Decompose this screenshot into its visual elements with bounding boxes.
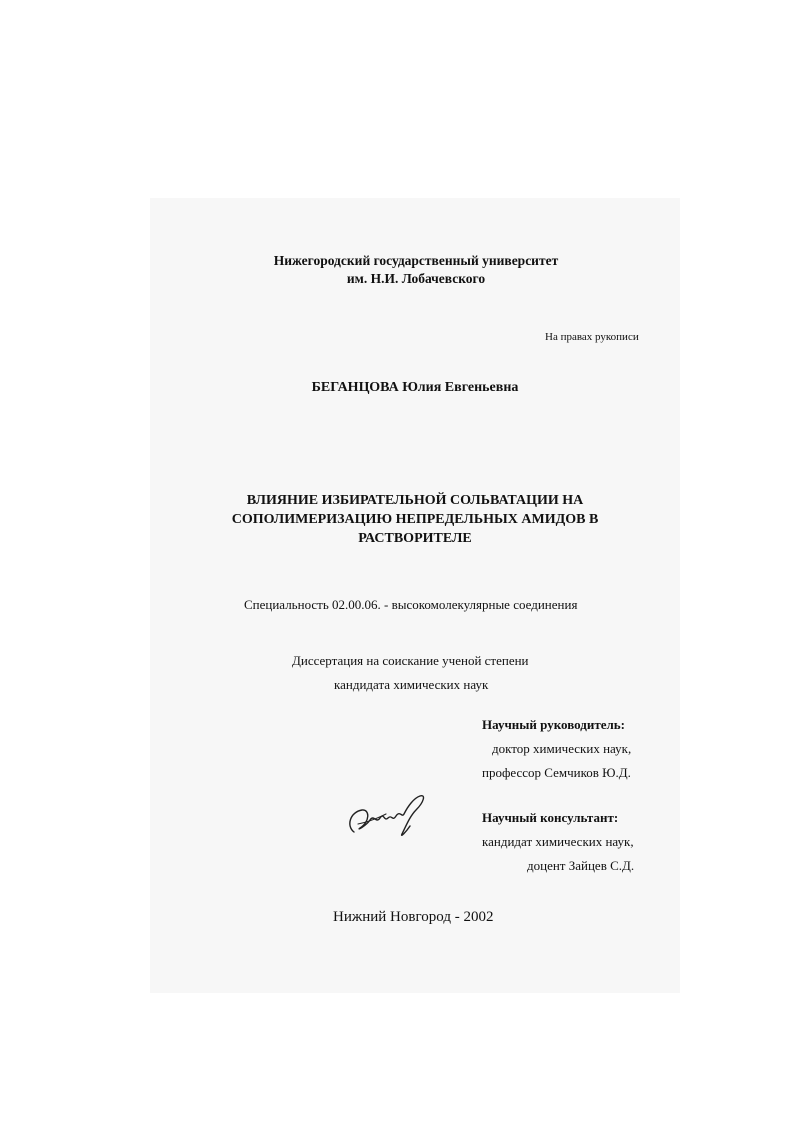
city-year: Нижний Новгород - 2002 [333, 909, 494, 925]
consultant-heading: Научный консультант: [482, 810, 619, 825]
manuscript-rights-note: На правах рукописи [545, 331, 639, 343]
supervisor-degree: доктор химических наук, [492, 741, 632, 756]
university-name: Нижегородский государственный университет [273, 253, 559, 268]
author-signature [340, 788, 435, 843]
thesis-title-line-1: ВЛИЯНИЕ ИЗБИРАТЕЛЬНОЙ СОЛЬВАТАЦИИ НА [246, 493, 584, 508]
supervisor-heading: Научный руководитель: [482, 717, 625, 732]
thesis-title-line-2: СОПОЛИМЕРИЗАЦИЮ НЕПРЕДЕЛЬНЫХ АМИДОВ В [231, 512, 599, 527]
author-name: БЕГАНЦОВА Юлия Евгеньевна [311, 380, 519, 395]
consultant-degree: кандидат химических наук, [482, 834, 634, 849]
supervisor-name: профессор Семчиков Ю.Д. [482, 765, 631, 780]
scanned-page-area [150, 198, 680, 993]
thesis-title-line-3: РАСТВОРИТЕЛЕ [358, 531, 472, 546]
specialty-line: Специальность 02.00.06. - высокомолекулярные соединения [244, 597, 578, 612]
consultant-name: доцент Зайцев С.Д. [527, 858, 635, 873]
dissertation-line-2: кандидата химических наук [334, 677, 489, 692]
university-honorific: им. Н.И. Лобачевского [346, 271, 486, 286]
thesis-title [0, 491, 795, 548]
dissertation-line-1: Диссертация на соискание ученой степени [292, 653, 529, 668]
